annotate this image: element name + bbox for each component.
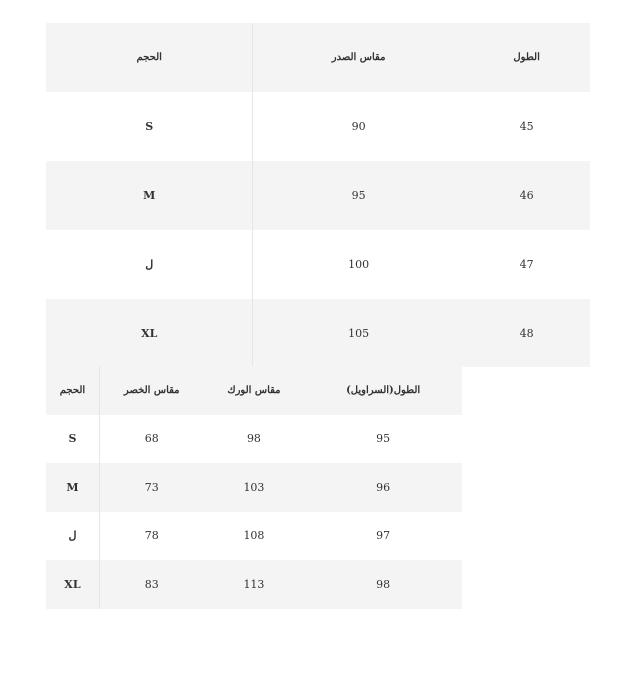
cell-size: ل (46, 512, 99, 561)
table-header-row (46, 23, 590, 92)
header-length: الطول (464, 23, 590, 92)
cell-length: 47 (519, 258, 534, 271)
cell-length: 46 (464, 161, 590, 230)
table-row (46, 415, 462, 464)
table-row (46, 92, 590, 161)
cell-hip: 113 (204, 560, 305, 609)
cell-waist: 78 (144, 529, 159, 543)
table-header-row (46, 366, 462, 415)
cell-size: S (46, 415, 99, 464)
cell-hip: 98 (246, 432, 261, 446)
header-size: الحجم (46, 23, 253, 92)
header-size: الحجم (46, 366, 99, 415)
cell-size: M (46, 161, 253, 230)
cell-length: 45 (519, 120, 534, 133)
table-row (46, 230, 590, 299)
cell-size: XL (46, 560, 99, 609)
cell-chest: 90 (351, 120, 366, 133)
cell-chest: 100 (348, 258, 370, 271)
cell-pants-length: 97 (376, 529, 391, 543)
cell-length: 48 (464, 299, 590, 367)
cell-pants-length: 95 (376, 432, 391, 446)
cell-pants-length: 98 (304, 560, 462, 609)
top-size-table (46, 23, 590, 367)
header-hip: مقاس الورك (204, 366, 305, 415)
cell-hip: 103 (204, 463, 305, 512)
header-waist: مقاس الخصر (99, 366, 203, 415)
cell-size: XL (46, 299, 253, 367)
bottom-size-table (46, 366, 462, 609)
table-row (46, 560, 462, 609)
cell-waist: 73 (99, 463, 203, 512)
cell-waist: 68 (144, 432, 159, 446)
table-row (46, 512, 462, 561)
cell-chest: 95 (253, 161, 464, 230)
cell-size: M (46, 463, 99, 512)
table-row (46, 299, 590, 367)
cell-hip: 108 (243, 529, 265, 543)
header-pants-length: الطول(السراويل) (304, 366, 462, 415)
table-row (46, 161, 590, 230)
header-chest: مقاس الصدر (253, 23, 464, 92)
cell-waist: 83 (99, 560, 203, 609)
cell-size: S (46, 92, 253, 161)
table-row (46, 463, 462, 512)
cell-pants-length: 96 (304, 463, 462, 512)
cell-chest: 105 (253, 299, 464, 367)
cell-size: ل (46, 230, 253, 299)
